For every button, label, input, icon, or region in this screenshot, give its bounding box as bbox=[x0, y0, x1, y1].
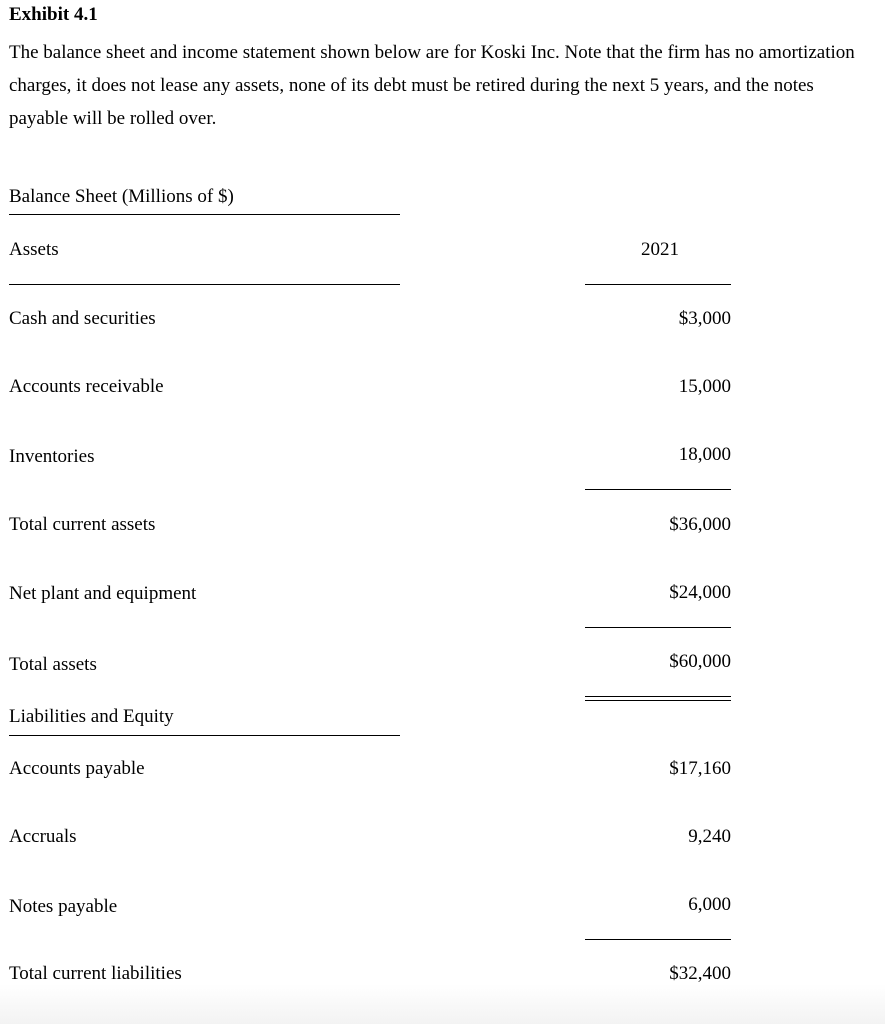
year-header: 2021 bbox=[641, 239, 679, 260]
year-underline bbox=[585, 284, 731, 285]
row-label-total-assets: Total assets bbox=[9, 654, 97, 675]
row-value-total-current-liabilities: $32,400 bbox=[669, 963, 731, 984]
row-label-notes-payable: Notes payable bbox=[9, 896, 118, 917]
row-label-accruals: Accruals bbox=[9, 826, 77, 847]
row-value-inventories: 18,000 bbox=[678, 444, 731, 465]
liabilities-header: Liabilities and Equity bbox=[9, 706, 174, 727]
intro-paragraph: The balance sheet and income statement shown below are for Koski Inc. Note that the firm has no amortization charges, it does not lease any assets, none of its debt must be retired during the next 5 years, and the notes payable will be rolled over. bbox=[9, 42, 855, 129]
row-value-accounts-payable: $17,160 bbox=[669, 758, 731, 779]
balance-sheet-heading: Balance Sheet (Millions of $) bbox=[9, 186, 234, 207]
bottom-fade bbox=[0, 984, 885, 1024]
row-label-inventories: Inventories bbox=[9, 446, 95, 467]
assets-underline bbox=[9, 284, 400, 285]
exhibit-title: Exhibit 4.1 bbox=[9, 4, 98, 25]
assets-header: Assets bbox=[9, 239, 59, 260]
row-value-total-assets: $60,000 bbox=[669, 651, 731, 672]
row-value-notes-payable: 6,000 bbox=[688, 894, 731, 915]
heading-underline bbox=[9, 214, 400, 215]
row-label-net-plant: Net plant and equipment bbox=[9, 583, 197, 604]
row-value-cash: $3,000 bbox=[678, 308, 731, 329]
subtotal-rule bbox=[585, 489, 731, 490]
row-label-receivables: Accounts receivable bbox=[9, 376, 164, 397]
total-rule bbox=[585, 627, 731, 628]
total-double-rule bbox=[585, 696, 731, 701]
row-value-receivables: 15,000 bbox=[678, 376, 731, 397]
row-value-total-current-assets: $36,000 bbox=[669, 514, 731, 535]
row-label-accounts-payable: Accounts payable bbox=[9, 758, 145, 779]
liabilities-subtotal-rule bbox=[585, 939, 731, 940]
row-label-total-current-liabilities: Total current liabilities bbox=[9, 963, 182, 984]
row-value-accruals: 9,240 bbox=[688, 826, 731, 847]
row-value-net-plant: $24,000 bbox=[669, 582, 731, 603]
liabilities-underline bbox=[9, 735, 400, 736]
row-label-total-current-assets: Total current assets bbox=[9, 514, 156, 535]
row-label-cash: Cash and securities bbox=[9, 308, 156, 329]
